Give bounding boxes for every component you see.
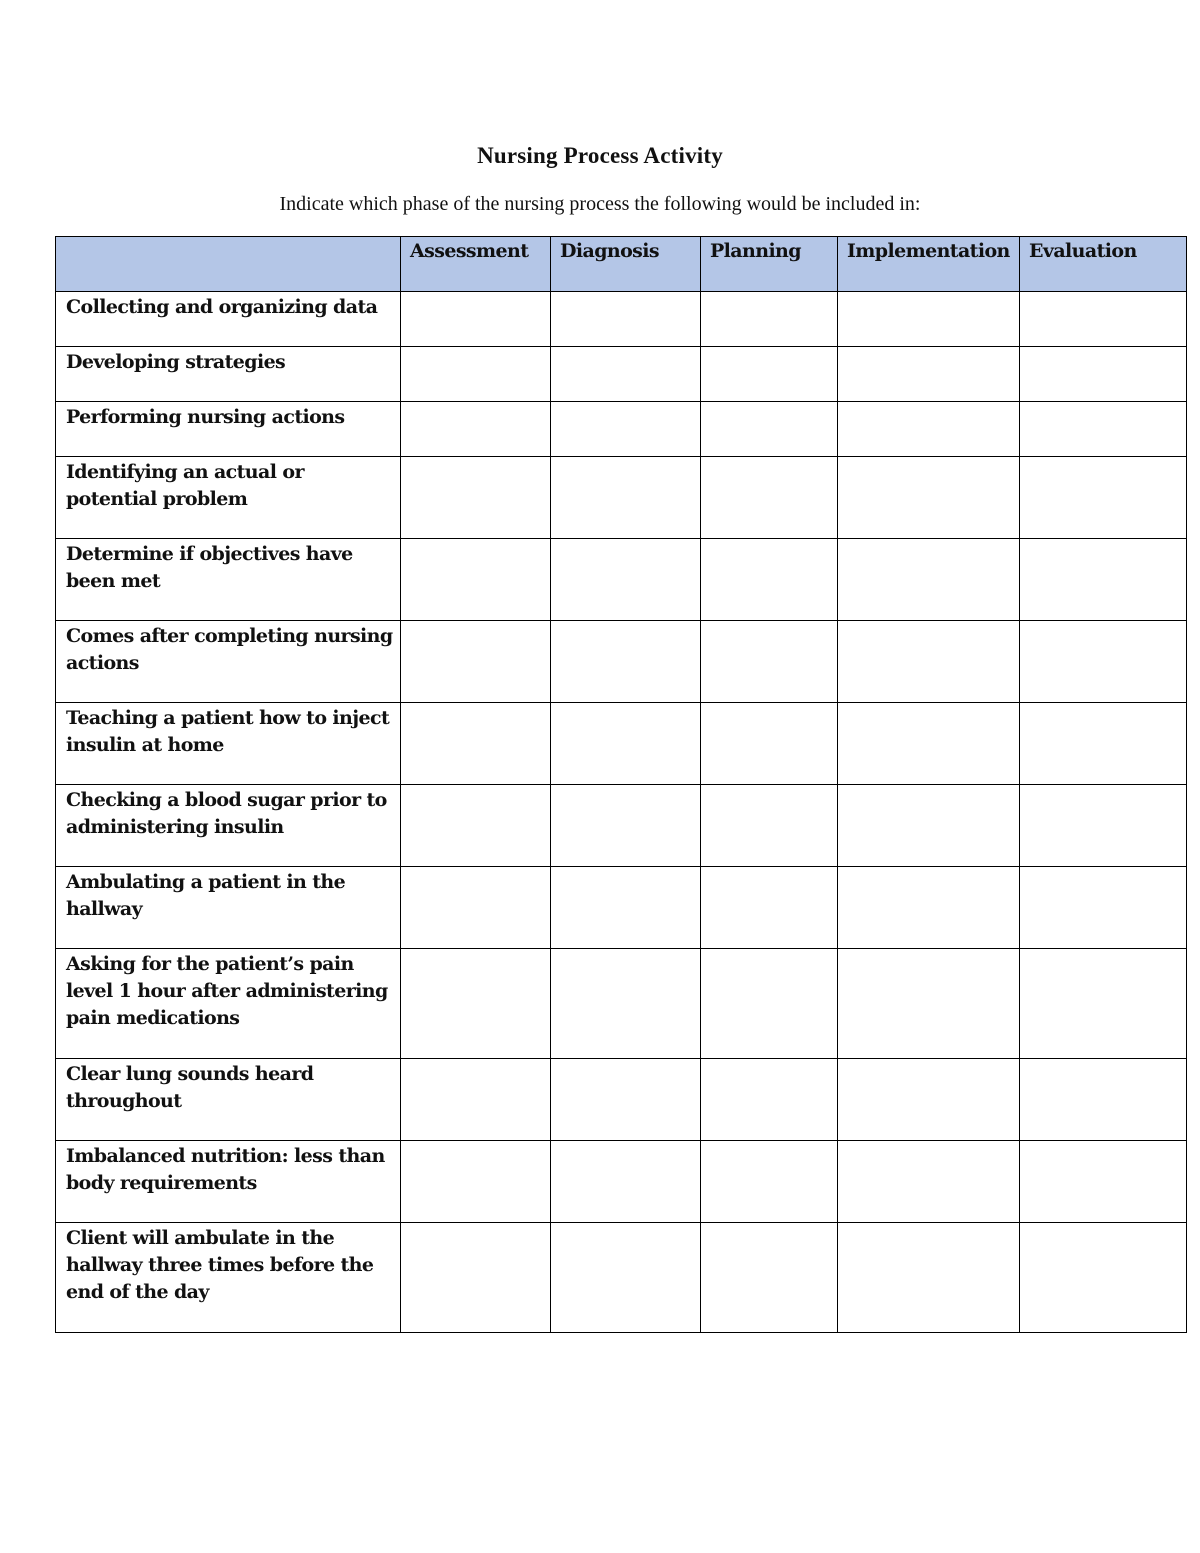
answer-cell-planning[interactable] <box>701 867 838 949</box>
answer-cell-planning[interactable] <box>701 949 838 1059</box>
answer-cell-diagnosis[interactable] <box>551 1059 701 1141</box>
row-label: Identifying an actual or potential problem <box>66 461 304 510</box>
table-row <box>56 1059 1187 1141</box>
answer-cell-diagnosis[interactable] <box>551 703 701 785</box>
answer-cell-planning[interactable] <box>701 1141 838 1223</box>
answer-cell-implementation[interactable] <box>838 539 1020 621</box>
answer-cell-diagnosis[interactable] <box>551 621 701 703</box>
header-diagnosis: Diagnosis <box>551 237 701 292</box>
answer-cell-implementation[interactable] <box>838 785 1020 867</box>
row-label-cell <box>56 1059 401 1141</box>
row-label: Comes after completing nursing actions <box>66 625 393 674</box>
answer-cell-diagnosis[interactable] <box>551 867 701 949</box>
answer-cell-diagnosis[interactable] <box>551 539 701 621</box>
answer-cell-implementation[interactable] <box>838 621 1020 703</box>
table-row <box>56 1223 1187 1333</box>
table-row <box>56 457 1187 539</box>
table-row <box>56 703 1187 785</box>
answer-cell-planning[interactable] <box>701 292 838 347</box>
row-label-cell <box>56 539 401 621</box>
answer-cell-implementation[interactable] <box>838 402 1020 457</box>
row-label-cell <box>56 402 401 457</box>
row-label: Collecting and organizing data <box>66 296 378 318</box>
table-header-row <box>56 237 1187 292</box>
row-label: Client will ambulate in the hallway three times before the end of the day <box>66 1227 374 1303</box>
answer-cell-evaluation[interactable] <box>1020 1141 1187 1223</box>
table-row <box>56 621 1187 703</box>
answer-cell-diagnosis[interactable] <box>551 1223 701 1333</box>
answer-cell-assessment[interactable] <box>401 1059 551 1141</box>
row-label-cell <box>56 292 401 347</box>
answer-cell-implementation[interactable] <box>838 347 1020 402</box>
answer-cell-implementation[interactable] <box>838 457 1020 539</box>
nursing-process-table <box>55 236 1187 1333</box>
answer-cell-implementation[interactable] <box>838 867 1020 949</box>
answer-cell-planning[interactable] <box>701 703 838 785</box>
answer-cell-planning[interactable] <box>701 785 838 867</box>
answer-cell-assessment[interactable] <box>401 621 551 703</box>
answer-cell-planning[interactable] <box>701 1223 838 1333</box>
answer-cell-planning[interactable] <box>701 539 838 621</box>
answer-cell-evaluation[interactable] <box>1020 867 1187 949</box>
row-label: Checking a blood sugar prior to administering insulin <box>66 789 387 838</box>
answer-cell-assessment[interactable] <box>401 292 551 347</box>
table-body <box>56 292 1187 1333</box>
answer-cell-evaluation[interactable] <box>1020 292 1187 347</box>
instruction-text: Indicate which phase of the nursing process the following would be included in: <box>279 193 921 215</box>
answer-cell-planning[interactable] <box>701 621 838 703</box>
answer-cell-diagnosis[interactable] <box>551 402 701 457</box>
row-label-cell <box>56 949 401 1059</box>
table-row <box>56 785 1187 867</box>
answer-cell-evaluation[interactable] <box>1020 621 1187 703</box>
answer-cell-evaluation[interactable] <box>1020 402 1187 457</box>
answer-cell-diagnosis[interactable] <box>551 347 701 402</box>
answer-cell-diagnosis[interactable] <box>551 949 701 1059</box>
row-label: Developing strategies <box>66 351 286 373</box>
table-row <box>56 867 1187 949</box>
row-label-cell <box>56 1141 401 1223</box>
row-label: Ambulating a patient in the hallway <box>66 871 346 920</box>
answer-cell-evaluation[interactable] <box>1020 539 1187 621</box>
answer-cell-assessment[interactable] <box>401 402 551 457</box>
answer-cell-assessment[interactable] <box>401 347 551 402</box>
answer-cell-evaluation[interactable] <box>1020 457 1187 539</box>
answer-cell-implementation[interactable] <box>838 1141 1020 1223</box>
table-row <box>56 1141 1187 1223</box>
answer-cell-planning[interactable] <box>701 402 838 457</box>
answer-cell-implementation[interactable] <box>838 1059 1020 1141</box>
table-row <box>56 539 1187 621</box>
table-row <box>56 347 1187 402</box>
answer-cell-implementation[interactable] <box>838 703 1020 785</box>
page-title: Nursing Process Activity <box>477 143 723 168</box>
answer-cell-evaluation[interactable] <box>1020 1059 1187 1141</box>
row-label: Determine if objectives have been met <box>66 543 353 592</box>
row-label-cell <box>56 1223 401 1333</box>
answer-cell-diagnosis[interactable] <box>551 457 701 539</box>
table-row <box>56 292 1187 347</box>
answer-cell-diagnosis[interactable] <box>551 292 701 347</box>
answer-cell-planning[interactable] <box>701 457 838 539</box>
answer-cell-evaluation[interactable] <box>1020 949 1187 1059</box>
row-label-cell <box>56 347 401 402</box>
table-row <box>56 949 1187 1059</box>
header-planning: Planning <box>701 237 838 292</box>
row-label-cell <box>56 867 401 949</box>
answer-cell-implementation[interactable] <box>838 1223 1020 1333</box>
header-evaluation: Evaluation <box>1020 237 1187 292</box>
header-implementation: Implementation <box>838 237 1020 292</box>
answer-cell-planning[interactable] <box>701 347 838 402</box>
answer-cell-diagnosis[interactable] <box>551 1141 701 1223</box>
row-label: Performing nursing actions <box>66 406 345 428</box>
row-label-cell <box>56 457 401 539</box>
answer-cell-assessment[interactable] <box>401 1141 551 1223</box>
answer-cell-assessment[interactable] <box>401 867 551 949</box>
answer-cell-evaluation[interactable] <box>1020 785 1187 867</box>
header-assessment: Assessment <box>401 237 551 292</box>
row-label-cell <box>56 703 401 785</box>
answer-cell-assessment[interactable] <box>401 539 551 621</box>
answer-cell-planning[interactable] <box>701 1059 838 1141</box>
answer-cell-implementation[interactable] <box>838 292 1020 347</box>
answer-cell-assessment[interactable] <box>401 1223 551 1333</box>
answer-cell-evaluation[interactable] <box>1020 703 1187 785</box>
answer-cell-diagnosis[interactable] <box>551 785 701 867</box>
row-label-cell <box>56 621 401 703</box>
answer-cell-assessment[interactable] <box>401 457 551 539</box>
row-label: Imbalanced nutrition: less than body requirements <box>66 1145 385 1194</box>
table-row <box>56 402 1187 457</box>
row-label: Teaching a patient how to inject insulin at home <box>66 707 390 756</box>
row-label: Asking for the patient’s pain level 1 hour after administering pain medications <box>66 953 388 1029</box>
answer-cell-assessment[interactable] <box>401 785 551 867</box>
answer-cell-evaluation[interactable] <box>1020 347 1187 402</box>
answer-cell-assessment[interactable] <box>401 703 551 785</box>
answer-cell-assessment[interactable] <box>401 949 551 1059</box>
answer-cell-evaluation[interactable] <box>1020 1223 1187 1333</box>
answer-cell-implementation[interactable] <box>838 949 1020 1059</box>
header-blank <box>56 237 401 292</box>
row-label-cell <box>56 785 401 867</box>
row-label: Clear lung sounds heard throughout <box>66 1063 314 1112</box>
